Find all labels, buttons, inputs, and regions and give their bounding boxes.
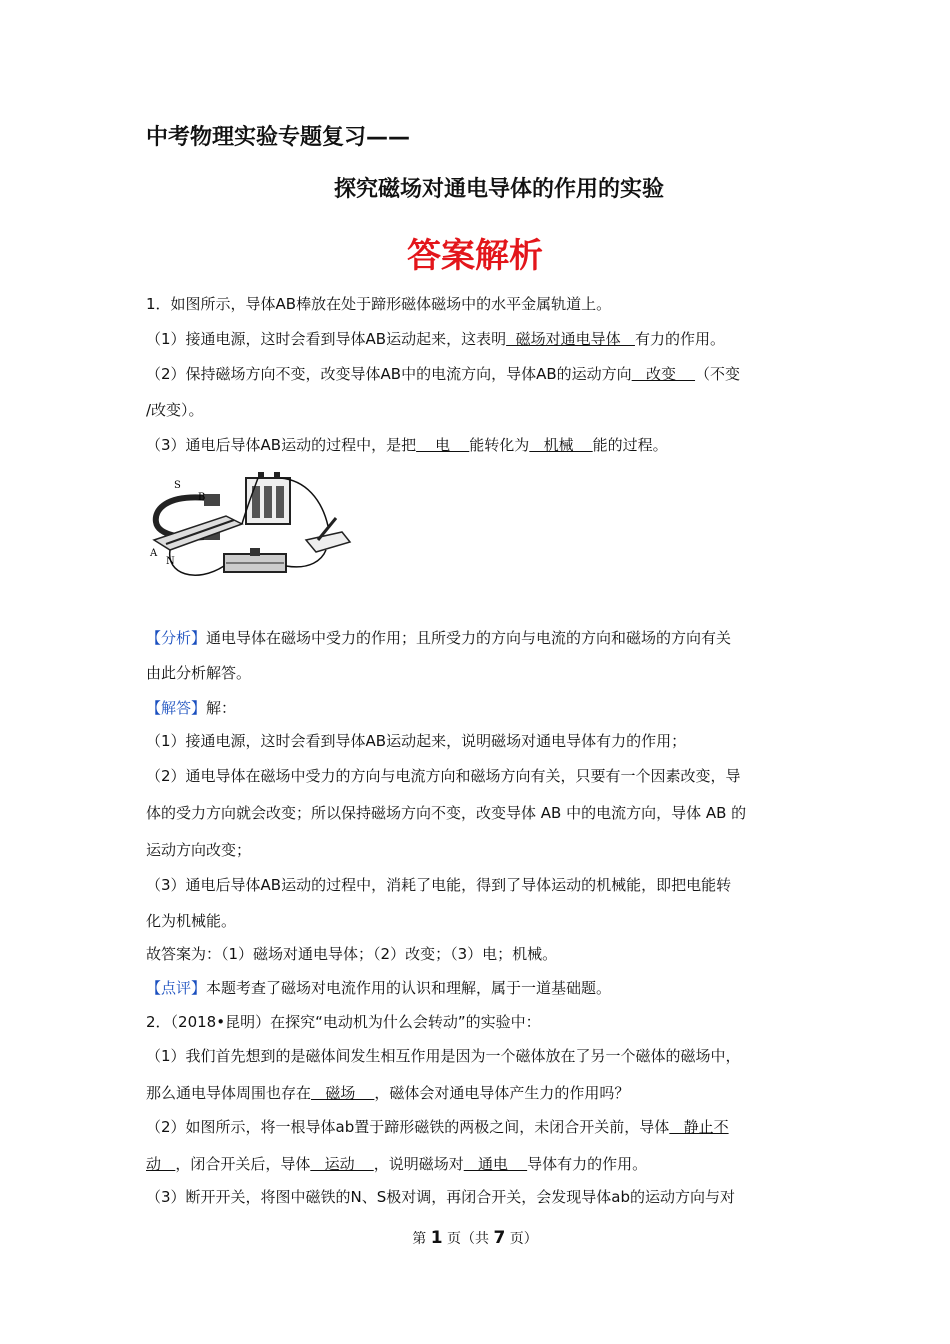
q1-part2 (146, 364, 808, 384)
q2-part1-blank: 磁场 (311, 1084, 375, 1102)
solution-line: （1）接通电源，这时会看到导体AB运动起来，说明磁场对通电导体有力的作用； (146, 732, 687, 750)
footer-total-pages: 7 (493, 1228, 506, 1248)
footer-page-number: 1 (430, 1228, 443, 1248)
q1-part2-cont: /改变）。 (146, 401, 204, 419)
label-s: S (174, 480, 181, 491)
analysis-tag: 【分析】 (146, 629, 207, 647)
answer-heading: 答案解析 (407, 236, 543, 276)
q2-part1-cont (146, 1083, 808, 1103)
q1-part3-blank2: 机械 (529, 436, 593, 454)
q2-part2 (146, 1117, 808, 1137)
title-line-2: 探究磁场对通电导体的作用的实验 (334, 177, 665, 202)
q2-part2-cont (146, 1154, 808, 1174)
q1-part1-text: （1）接通电源，这时会看到导体AB运动起来，这表明 (146, 330, 507, 348)
q1-part3-b: 能转化为 (469, 436, 530, 454)
footer-prefix: 第 (412, 1231, 431, 1247)
analysis-line (146, 628, 808, 648)
page-footer (0, 1228, 950, 1248)
q2-part2-blank2: 运动 (310, 1155, 374, 1173)
q2-part3: （3）断开开关，将图中磁铁的N、S极对调，再闭合开关，会发现导体ab的运动方向与对 (146, 1188, 736, 1206)
q2-part2-c: 导体有力的作用。 (527, 1155, 648, 1173)
q2-part2-blank: 静止不 (669, 1118, 729, 1136)
footer-mid: 页（共 (442, 1231, 494, 1247)
wire (170, 550, 224, 575)
q2-part1: （1）我们首先想到的是磁体间发生相互作用是因为一个磁体放在了另一个磁体的磁场中， (146, 1047, 741, 1065)
q1-part3-c: 能的过程。 (592, 436, 668, 454)
q1-part1 (146, 329, 808, 349)
q2-part1-text: 那么通电导体周围也存在 (146, 1084, 312, 1102)
magnet-pole-s (204, 494, 220, 506)
comment-tag: 【点评】 (146, 979, 207, 997)
wire (286, 550, 326, 567)
footer-suffix: 页） (505, 1231, 538, 1247)
q1-part1-blank: 磁场对通电导体 (506, 330, 635, 348)
q2-part2-a: ，闭合开关后，导体 (175, 1155, 311, 1173)
solution-line: 化为机械能。 (146, 912, 237, 930)
q1-stem: 1．如图所示，导体AB棒放在处于蹄形磁体磁场中的水平金属轨道上。 (146, 295, 612, 313)
label-a: A (150, 548, 158, 559)
q1-part1-tail: 有力的作用。 (634, 330, 725, 348)
q2-part2-text: （2）如图所示，将一根导体ab置于蹄形磁铁的两极之间，未闭合开关前，导体 (146, 1118, 670, 1136)
q1-part2-tail: （不变 (695, 365, 741, 383)
q1-part3-blank1: 电 (416, 436, 470, 454)
q2-part1-tail: ，磁体会对通电导体产生力的作用吗？ (374, 1084, 630, 1102)
q1-part2-blank: 改变 (631, 365, 696, 383)
label-n: N (166, 556, 175, 567)
label-b: B (198, 492, 206, 503)
comment-text: 本题考查了磁场对电流作用的认识和理解，属于一道基础题。 (206, 979, 612, 997)
q1-part3-a: （3）通电后导体AB运动的过程中，是把 (146, 436, 417, 454)
final-answer: 故答案为：（1）磁场对通电导体；（2）改变；（3）电；机械。 (146, 945, 558, 963)
q2-stem: 2．（2018•昆明）在探究“电动机为什么会转动”的实验中： (146, 1013, 541, 1031)
q2-part2-blank3: 通电 (463, 1155, 528, 1173)
apparatus-figure (146, 470, 352, 590)
switch (306, 532, 350, 552)
title-line-1: 中考物理实验专题复习—— (146, 125, 411, 150)
q1-part2-text: （2）保持磁场方向不变，改变导体AB中的电流方向，导体AB的运动方向 (146, 365, 632, 383)
solution-line: 运动方向改变； (146, 841, 252, 859)
solution-line: （3）通电后导体AB运动的过程中，消耗了电能，得到了导体运动的机械能，即把电能转 (146, 876, 732, 894)
solution-line: 体的受力方向就会改变；所以保持磁场方向不变，改变导体 AB 中的电流方向，导体 AB 的 (146, 804, 747, 822)
solution-heading (146, 698, 808, 718)
q2-part2-b: ，说明磁场对 (373, 1155, 464, 1173)
analysis-line-2: 由此分析解答。 (146, 664, 252, 682)
q1-part3 (146, 435, 808, 455)
solution-line: （2）通电导体在磁场中受力的方向与电流方向和磁场方向有关，只要有一个因素改变，导 (146, 767, 741, 785)
solution-intro: 解： (206, 699, 237, 717)
analysis-text: 通电导体在磁场中受力的作用；且所受力的方向与电流的方向和磁场的方向有关 (206, 629, 732, 647)
comment-line (146, 978, 808, 998)
q2-part2-blank-cont: 动 (146, 1155, 176, 1173)
solution-tag: 【解答】 (146, 699, 207, 717)
